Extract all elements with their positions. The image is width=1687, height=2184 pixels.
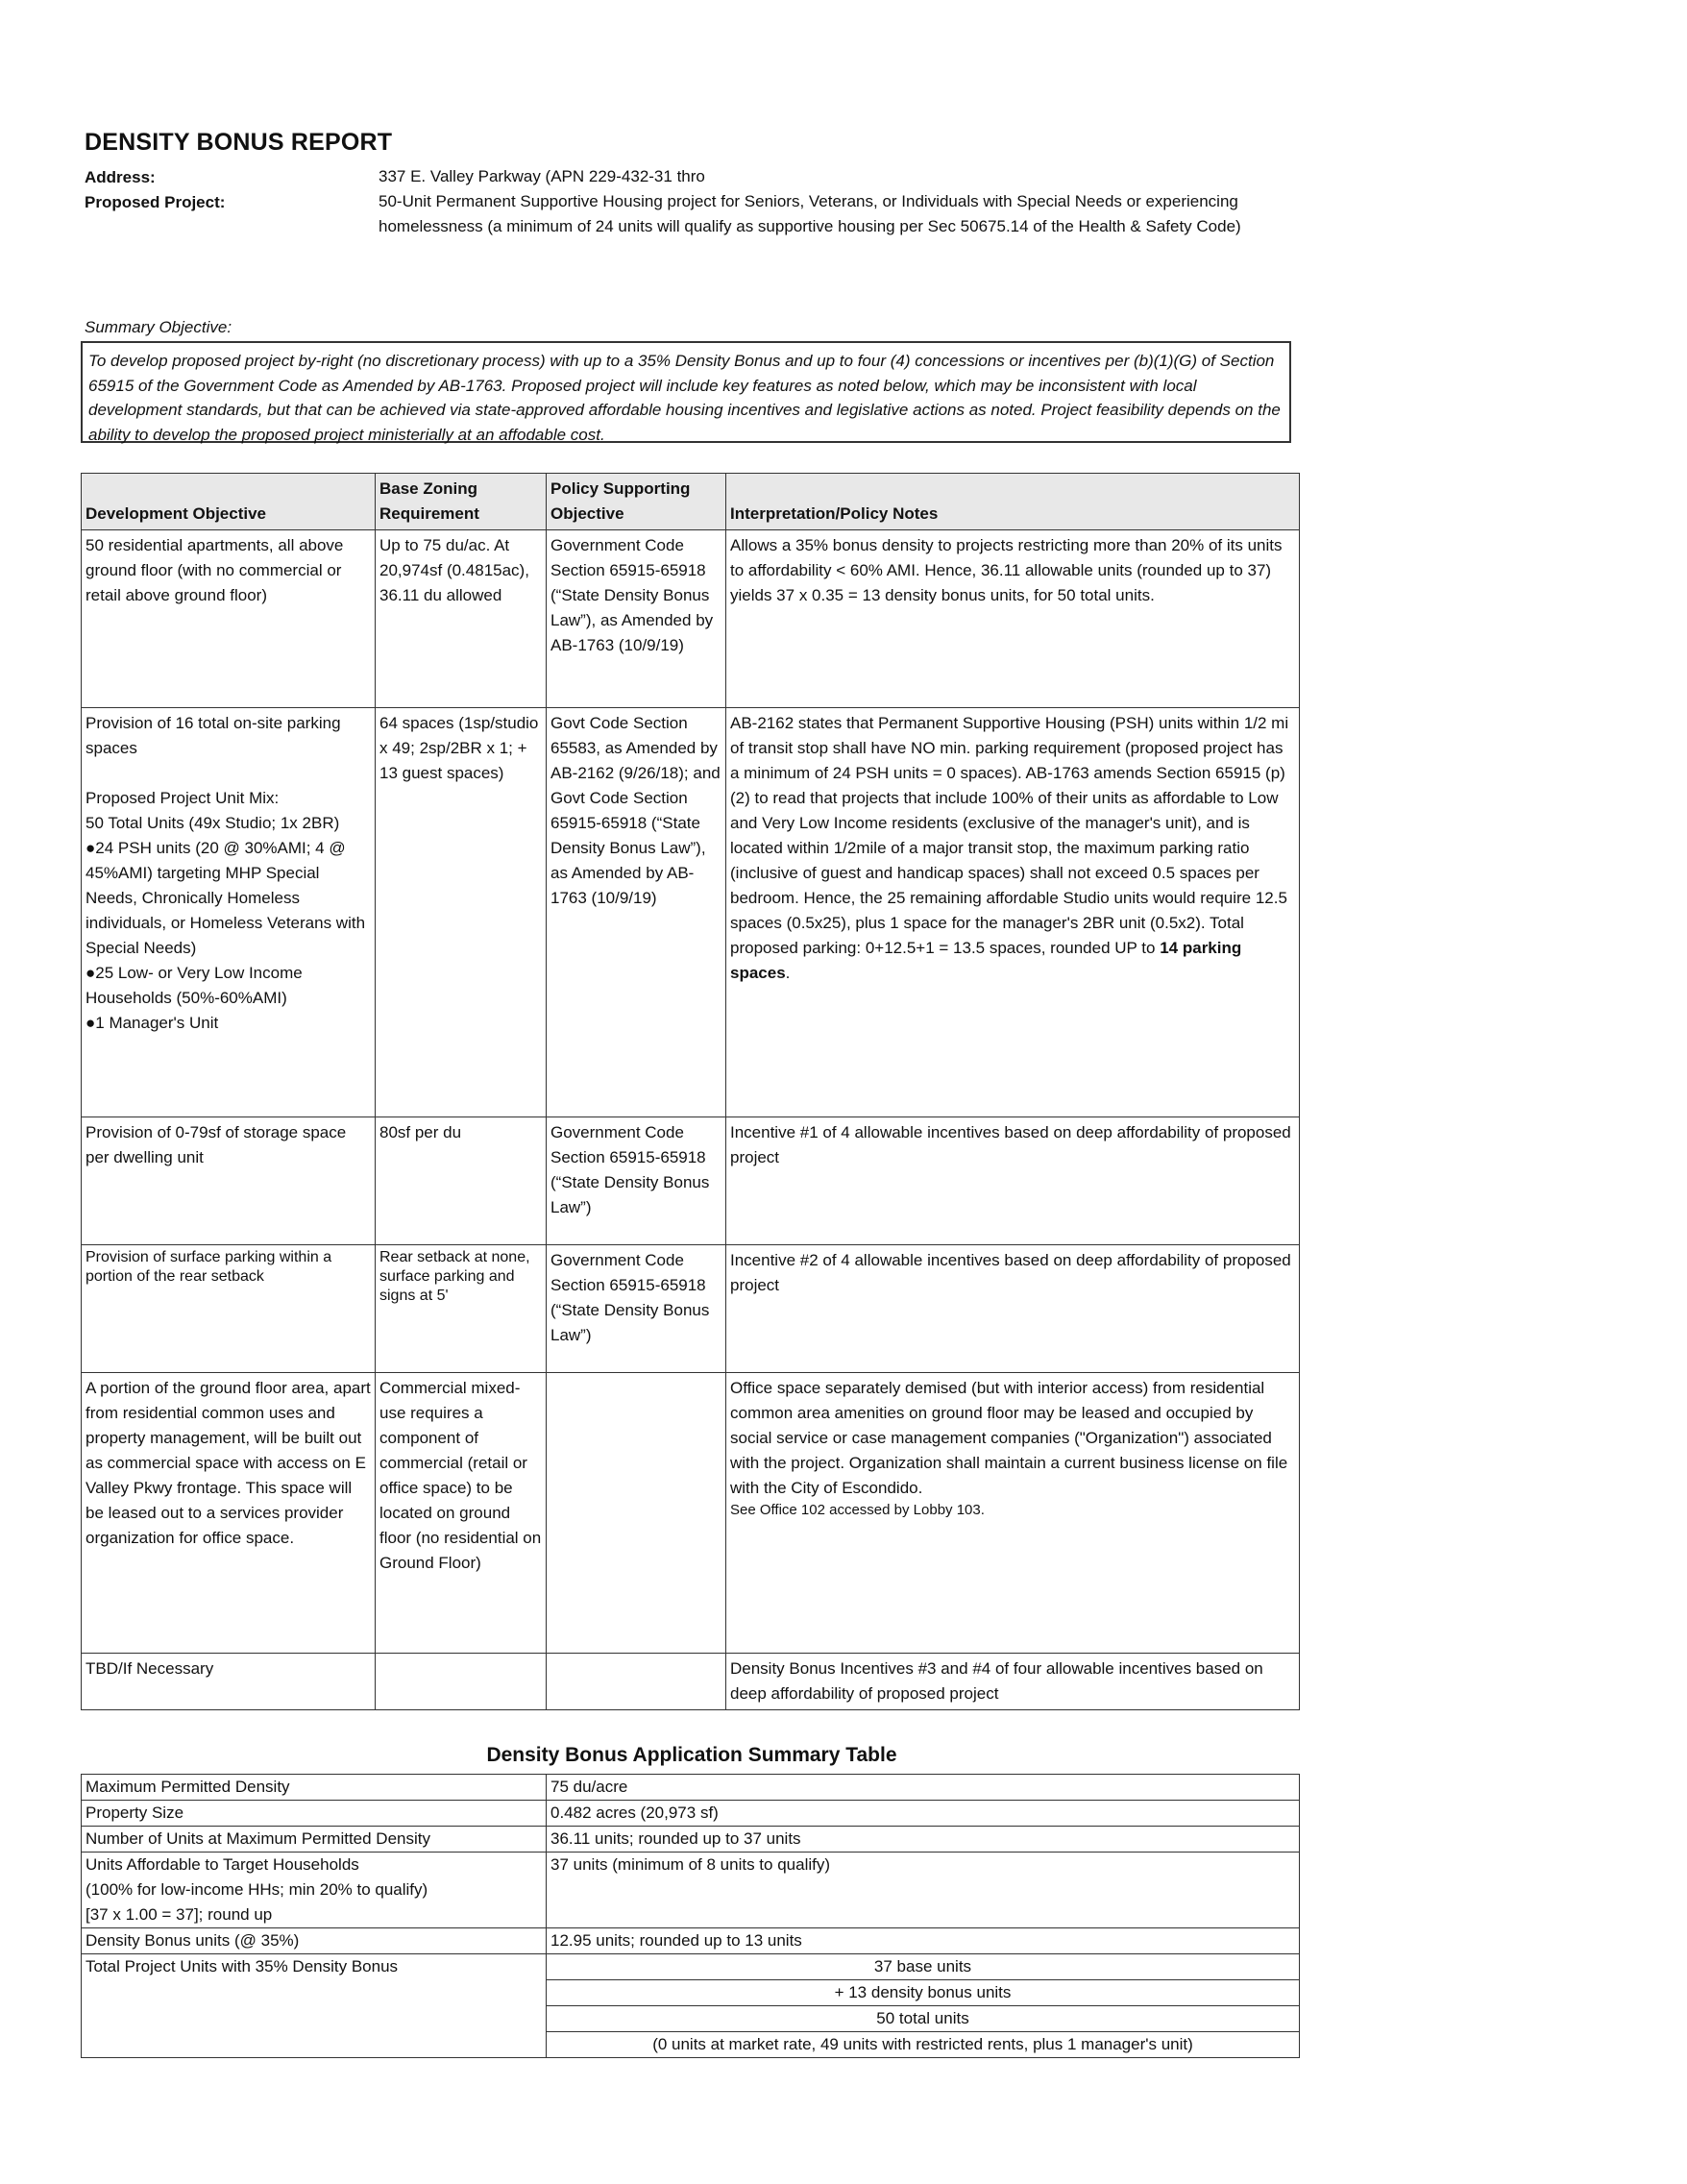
row2-objective-total-units: 50 Total Units (49x Studio; 1x 2BR) <box>86 814 340 832</box>
table-row <box>82 1654 1300 1710</box>
page-title: DENSITY BONUS REPORT <box>85 129 393 156</box>
row3-objective: Provision of 0-79sf of storage space per dwelling unit <box>82 1117 376 1245</box>
summary-label-affordable-2: (100% for low-income HHs; min 20% to qualify) <box>86 1880 428 1899</box>
row2-objective-psh-units: ●24 PSH units (20 @ 30%AMI; 4 @ 45%AMI) targeting MHP Special Needs, Chronically Homeless individuals, or Homeless Veterans with Special Needs) <box>86 839 366 957</box>
summary-total-breakdown: (0 units at market rate, 49 units with restricted rents, plus 1 manager's unit) <box>547 2032 1300 2058</box>
header-policy-supporting: Policy Supporting Objective <box>547 474 726 530</box>
development-objectives-table <box>81 473 1300 1710</box>
summary-total-units: 50 total units <box>547 2006 1300 2032</box>
row1-zoning: Up to 75 du/ac. At 20,974sf (0.4815ac), 36.11 du allowed <box>376 530 547 708</box>
summary-label-affordable <box>82 1853 547 1928</box>
spacer <box>86 761 371 786</box>
row3-zoning: 80sf per du <box>376 1117 547 1245</box>
summary-value-property-size: 0.482 acres (20,973 sf) <box>547 1801 1300 1827</box>
table-row <box>82 1928 1300 1954</box>
table-row <box>82 1373 1300 1654</box>
row4-zoning: Rear setback at none, surface parking and signs at 5' <box>376 1245 547 1373</box>
row2-notes-text: AB-2162 states that Permanent Supportive Housing (PSH) units within 1/2 mi of transit stop shall have NO min. parking requirement (proposed project has a minimum of 24 PSH units = 0 spaces). AB-1763 amends Section 65915 (p)(2) to read that projects that include 100% of their units as affordable to Low and Very Low Income residents (exclusive of the manager's unit), and is located within 1/2mile of a major transit stop, the maximum parking ratio (inclusive of guest and handicap spaces) shall not exceed 0.5 spaces per bedroom. Hence, the 25 remaining affordable Studio units would require 12.5 spaces (0.5x25), plus 1 space for the manager's 2BR unit (0.5x2). Total proposed parking: 0+12.5+1 = 13.5 spaces, rounded UP to <box>730 714 1289 957</box>
row2-policy: Govt Code Section 65583, as Amended by AB-2162 (9/26/18); and Govt Code Section 65915-65918 (“State Density Bonus Law”), as Amended by AB-1763 (10/9/19) <box>547 708 726 1117</box>
table-row <box>82 1775 1300 1801</box>
header-development-objective: Development Objective <box>82 474 376 530</box>
row2-zoning: 64 spaces (1sp/studio x 49; 2sp/2BR x 1; + 13 guest spaces) <box>376 708 547 1117</box>
row5-notes-small: See Office 102 accessed by Lobby 103. <box>730 1502 985 1518</box>
row6-objective: TBD/If Necessary <box>82 1654 376 1710</box>
table-row <box>82 1801 1300 1827</box>
header-base-zoning: Base Zoning Requirement <box>376 474 547 530</box>
table-header-row <box>82 474 1300 530</box>
summary-label-units-max: Number of Units at Maximum Permitted Density <box>82 1827 547 1853</box>
row2-objective-unit-mix: Proposed Project Unit Mix: <box>86 789 280 807</box>
row2-notes-bold: 14 parking spaces <box>730 939 1242 982</box>
row2-notes-end: . <box>785 964 791 982</box>
table-row <box>82 708 1300 1117</box>
row2-objective-parking: Provision of 16 total on-site parking spaces <box>86 714 341 757</box>
table-row <box>82 1245 1300 1373</box>
summary-objective-text: To develop proposed project by-right (no discretionary process) with up to a 35% Density Bonus and up to four (4) concessions or incentives per (b)(1)(G) of Section 65915 of the Government Code as Amended by AB-1763. Proposed project will include key features as noted below, which may be inconsistent with local development standards, but that can be achieved via state-approved affordable housing incentives and legislative actions as noted. Project feasibility depends on the ability to develop the proposed project ministerially at an affodable cost. <box>88 352 1281 444</box>
table-row <box>82 530 1300 708</box>
summary-objective-box <box>81 341 1291 443</box>
table-row <box>82 1853 1300 1928</box>
summary-label-total: Total Project Units with 35% Density Bonus <box>82 1954 547 2058</box>
row5-objective: A portion of the ground floor area, apart from residential common uses and property management, will be built out as commercial space with access on E Valley Pkwy frontage. This space will be leased out to a services provider organization for office space. <box>82 1373 376 1654</box>
summary-total-base: 37 base units <box>547 1954 1300 1980</box>
row2-objective-low-income: ●25 Low- or Very Low Income Households (50%-60%AMI) <box>86 964 303 1007</box>
row3-policy: Government Code Section 65915-65918 (“State Density Bonus Law”) <box>547 1117 726 1245</box>
summary-value-bonus-units: 12.95 units; rounded up to 13 units <box>547 1928 1300 1954</box>
summary-label-affordable-3: [37 x 1.00 = 37]; round up <box>86 1905 273 1924</box>
summary-label-max-density: Maximum Permitted Density <box>82 1775 547 1801</box>
table-row <box>82 1954 1300 1980</box>
row4-objective: Provision of surface parking within a portion of the rear setback <box>82 1245 376 1373</box>
summary-total-bonus: + 13 density bonus units <box>547 1980 1300 2006</box>
row4-policy: Government Code Section 65915-65918 (“State Density Bonus Law”) <box>547 1245 726 1373</box>
row2-objective <box>82 708 376 1117</box>
row2-notes <box>726 708 1300 1117</box>
row3-notes: Incentive #1 of 4 allowable incentives based on deep affordability of proposed project <box>726 1117 1300 1245</box>
row5-policy <box>547 1373 726 1654</box>
summary-table <box>81 1774 1300 2058</box>
summary-table-title: Density Bonus Application Summary Table <box>486 1744 897 1766</box>
summary-label-property-size: Property Size <box>82 1801 547 1827</box>
row6-zoning <box>376 1654 547 1710</box>
row6-notes: Density Bonus Incentives #3 and #4 of four allowable incentives based on deep affordability of proposed project <box>726 1654 1300 1710</box>
table-row <box>82 1827 1300 1853</box>
summary-value-units-max: 36.11 units; rounded up to 37 units <box>547 1827 1300 1853</box>
summary-label-affordable-1: Units Affordable to Target Households <box>86 1855 359 1874</box>
address-label: Address: <box>85 168 156 186</box>
row5-notes-text: Office space separately demised (but with interior access) from residential common area amenities on ground floor may be leased and occupied by social service or case management companies ("Organization") associated with the project. Organization shall maintain a current business license on file with the City of Escondido. <box>730 1379 1288 1497</box>
row1-policy: Government Code Section 65915-65918 (“State Density Bonus Law”), as Amended by AB-1763 (10/9/19) <box>547 530 726 708</box>
row4-notes: Incentive #2 of 4 allowable incentives based on deep affordability of proposed project <box>726 1245 1300 1373</box>
summary-value-affordable: 37 units (minimum of 8 units to qualify) <box>547 1853 1300 1928</box>
summary-value-max-density: 75 du/acre <box>547 1775 1300 1801</box>
proposed-project-value: 50-Unit Permanent Supportive Housing project for Seniors, Veterans, or Individuals with Special Needs or experiencing homelessness (a minimum of 24 units will qualify as supportive housing per Sec 50675.14 of the Health & Safety Code) <box>379 192 1241 235</box>
row2-objective-manager: ●1 Manager's Unit <box>86 1014 219 1032</box>
row1-objective: 50 residential apartments, all above ground floor (with no commercial or retail above ground floor) <box>82 530 376 708</box>
row5-zoning: Commercial mixed-use requires a component of commercial (retail or office space) to be located on ground floor (no residential on Ground Floor) <box>376 1373 547 1654</box>
header-interpretation-notes: Interpretation/Policy Notes <box>726 474 1300 530</box>
summary-label-bonus-units: Density Bonus units (@ 35%) <box>82 1928 547 1954</box>
row1-notes: Allows a 35% bonus density to projects restricting more than 20% of its units to affordability < 60% AMI. Hence, 36.11 allowable units (rounded up to 37) yields 37 x 0.35 = 13 density bonus units, for 50 total units. <box>726 530 1300 708</box>
address-value: 337 E. Valley Parkway (APN 229-432-31 thro <box>379 167 705 185</box>
table-row <box>82 1117 1300 1245</box>
proposed-project-label: Proposed Project: <box>85 193 226 211</box>
row5-notes <box>726 1373 1300 1654</box>
row6-policy <box>547 1654 726 1710</box>
summary-objective-label: Summary Objective: <box>85 318 232 336</box>
